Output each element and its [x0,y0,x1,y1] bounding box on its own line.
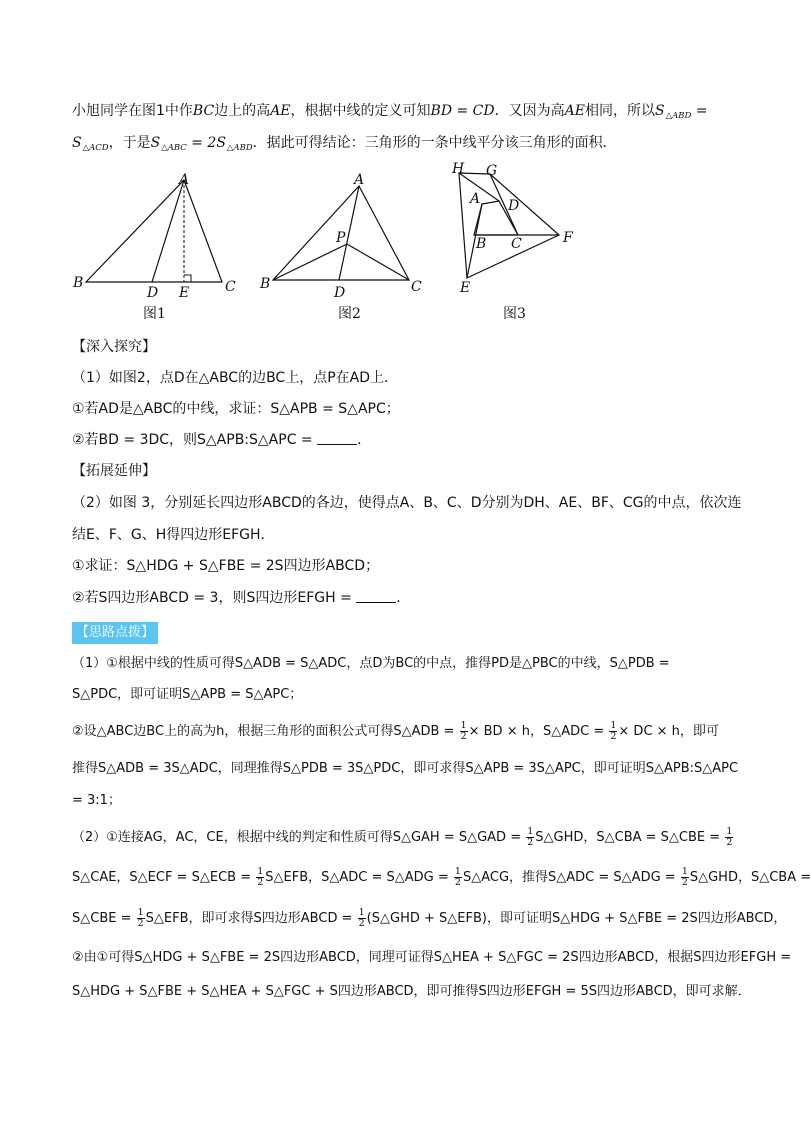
fig3-label-B: B [476,236,487,252]
fraction-half: $\frac{1}{2}$ [460,720,467,742]
fig3-label-C: C [511,236,522,252]
fig1-label-B: B [73,275,84,291]
hint-line-1: （1）①根据中线的性质可得S△ADB = S△ADC，点D为BC的中点，推得PD是△PBC的中线，S△PDB = [72,656,670,671]
question-1a: ①若AD是△ABC的中线，求证：S△APB = S△APC； [72,401,400,417]
question-1: （1）如图2，点D在△ABC的边BC上，点P在AD上． [72,370,399,386]
hint-line-8: S△CBE = $\frac{1}{2}$ S△EFB，即可求得S四边形ABCD = $\frac{1}{2}$ (S△GHD + S△EFB)，即可证明S△HDG + S△FBE = 2S四边形ABCD， [72,907,787,929]
hint-line-6: （2）①连接AG，AC，CE，根据中线的判定和性质可得S△GAH = S△GAD = $\frac{1}{2}$ S△GHD，S△CBA = S△CBE = $\frac{1}{2}$ [72,826,733,848]
figure-1 [72,172,236,322]
figure-2 [259,172,422,322]
question-2b: ②若S四边形ABCD = 3，则S四边形EFGH = ． [72,590,411,606]
hint-line-7: S△CAE，S△ECF = S△ECB = $\frac{1}{2}$ S△EFB，S△ADC = S△ADG = $\frac{1}{2}$ S△ACG，推得S△ADC = S△ADG = $\frac{1}{2}$ S△GHD，S△CBA = [72,866,811,888]
fraction-half: $\frac{1}{2}$ [257,866,264,888]
fraction-half: $\frac{1}{2}$ [726,826,733,848]
fraction-half: $\frac{1}{2}$ [454,866,461,888]
fraction-half: $\frac{1}{2}$ [527,826,534,848]
figures [0,160,794,330]
hint-line-10: S△HDG + S△FBE + S△HEA + S△FGC + S四边形ABCD，即可推得S四边形EFGH = 5S四边形ABCD，即可求解． [72,984,751,999]
fig3-label-H: H [452,161,465,177]
fig3-label-A: A [470,191,481,207]
hint-badge: 【思路点拨】 [72,622,158,644]
fig2-label-B: B [260,276,271,292]
intro-line-2: $S_{\triangle ACD}$，于是$S_{\triangle ABC} = 2S_{\triangle ABD}$．据此可得结论：三角形的一条中线平分该三角形的面积． [72,135,617,153]
section-title-explore: 【深入探究】 [72,339,156,355]
answer-blank-2[interactable] [356,590,396,603]
hint-line-5: = 3:1； [72,793,121,808]
hint-line-9: ②由①可得S△HDG + S△FBE = 2S四边形ABCD，同理可证得S△HEA + S△FGC = 2S四边形ABCD，根据S四边形EFGH = [72,950,792,965]
fraction-half: $\frac{1}{2}$ [137,907,144,929]
figure-3 [451,161,574,322]
answer-blank-1[interactable] [317,432,357,445]
question-2a: ①求证：S△HDG + S△FBE = 2S四边形ABCD； [72,558,380,574]
fig2-caption: 图2 [338,306,361,322]
fraction-half: $\frac{1}{2}$ [681,866,688,888]
fig1-caption: 图1 [143,306,166,322]
fig1-label-D: D [147,285,159,301]
intro-line-1: 小旭同学在图1中作BC边上的高AE，根据中线的定义可知BD = CD．又因为高AE相同，所以$S_{\triangle ABD}$ = [72,103,708,121]
fraction-half: $\frac{1}{2}$ [358,907,365,929]
fig2-label-A: A [354,172,365,188]
fig3-caption: 图3 [503,306,526,322]
question-2-line-1: （2）如图 3，分别延长四边形ABCD的各边，使得点A、B、C、D分别为DH、AE、BF、CG的中点，依次连 [72,495,742,511]
fig2-label-D: D [334,285,346,301]
fig2-label-C: C [411,279,422,295]
fig2-label-P: P [336,230,346,246]
hint-line-2: S△PDC，即可证明S△APB = S△APC； [72,687,303,702]
fig3-label-E: E [460,280,471,296]
hint-line-3: ②设△ABC边BC上的高为h，根据三角形的面积公式可得S△ADB = $\frac{1}{2}$ × BD × h，S△ADC = $\frac{1}{2}$ × DC × h，即可 [72,720,719,742]
fig1-label-C: C [225,279,236,295]
hint-line-4: 推得S△ADB = 3S△ADC，同理推得S△PDB = 3S△PDC，即可求得S△APB = 3S△APC，即可证明S△APB:S△APC [72,761,739,776]
section-title-extend: 【拓展延伸】 [72,463,156,479]
fig3-label-D: D [508,198,520,214]
question-2-line-2: 结E、F、G、H得四边形EFGH． [72,527,275,543]
fig1-label-A: A [179,172,190,188]
fig3-label-G: G [486,163,498,179]
question-1b: ②若BD = 3DC，则S△APB:S△APC = ． [72,432,372,448]
fraction-half: $\frac{1}{2}$ [610,720,617,742]
fig3-label-F: F [563,230,573,246]
fig1-label-E: E [179,285,190,301]
